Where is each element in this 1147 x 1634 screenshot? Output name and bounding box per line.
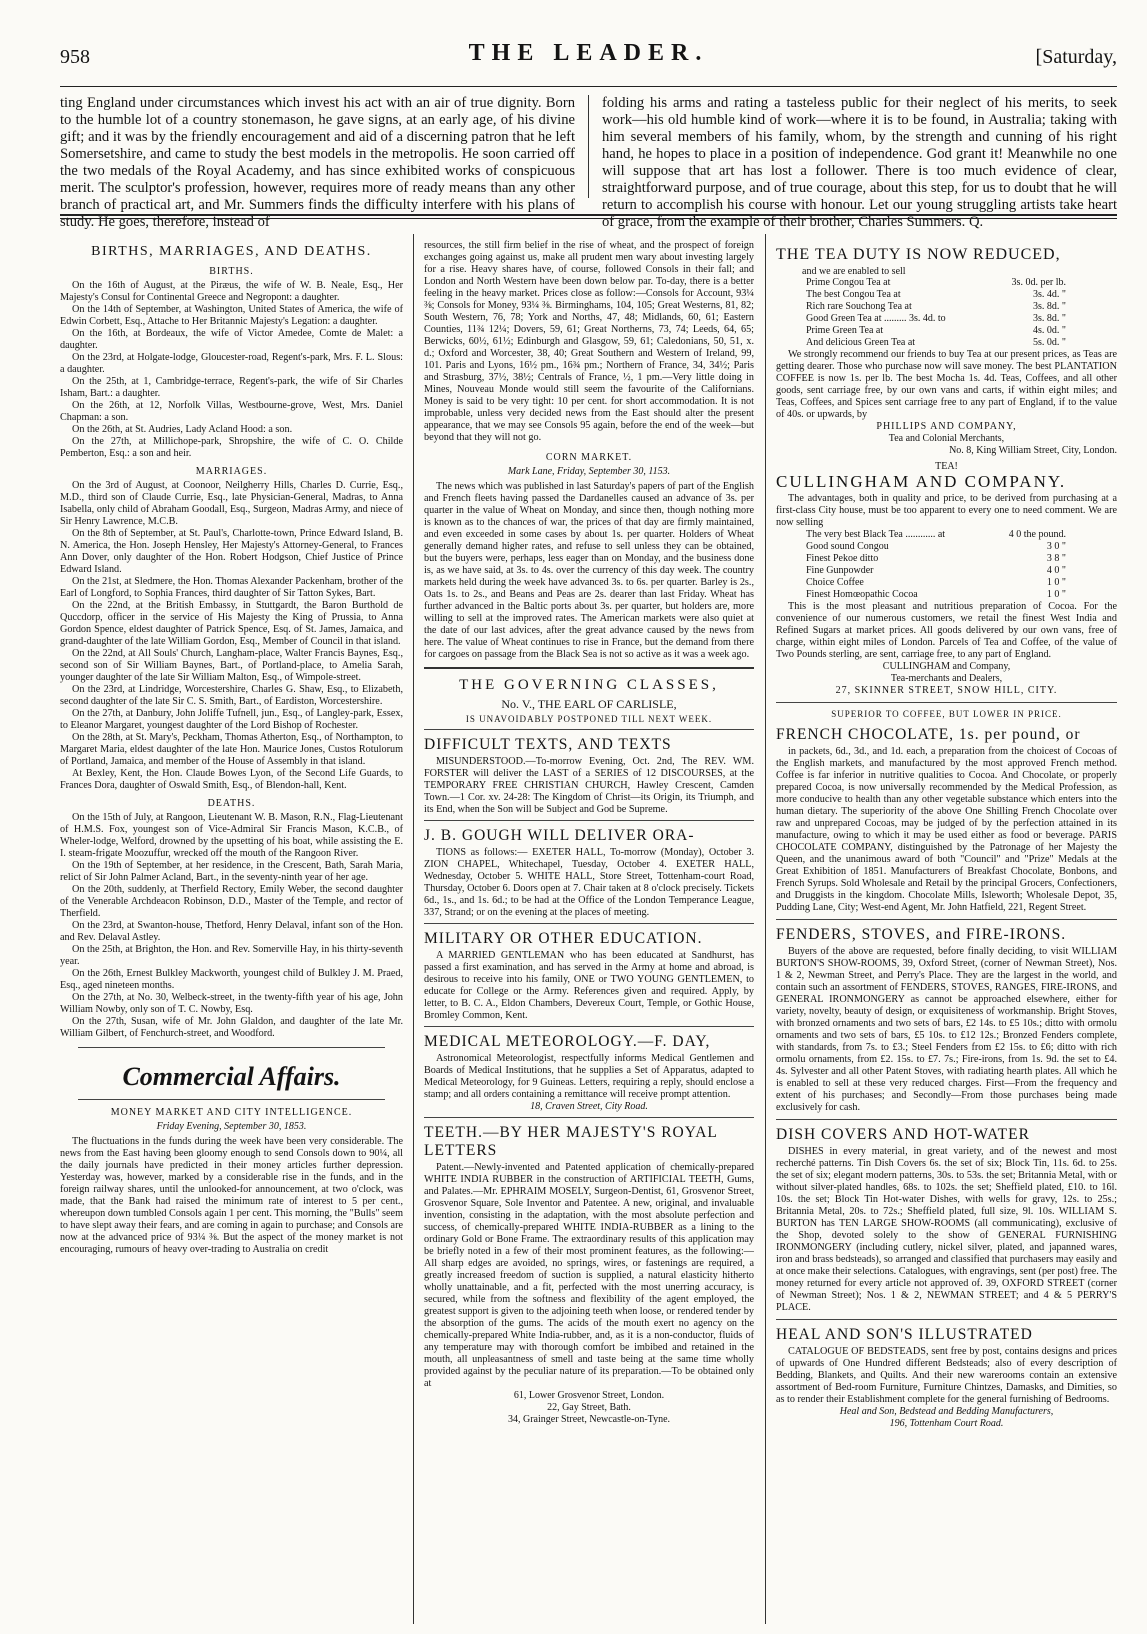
separator — [424, 820, 754, 821]
separator — [776, 702, 1117, 703]
birth-notice: On the 26th, at 12, Norfolk Villas, Westbourne-grove, West, Mrs. Daniel Chapman: a son. — [60, 400, 403, 423]
section-rule-thin — [60, 218, 1117, 219]
marriage-notice: On the 23rd, at Lindridge, Worcestershire, Charles G. Shaw, Esq., to Elizabeth, second daughter of the late Sir C. S. Smith, Bart., of Eardiston, Worcestershire. — [60, 684, 403, 707]
commercial-affairs-title: Commercial Affairs. — [122, 1062, 341, 1091]
money-market-date: Friday Evening, September 30, 1853. — [156, 1121, 307, 1132]
ad-gough-text: TIONS as follows:— EXETER HALL, To-morrow (Monday), October 3. ZION CHAPEL, Whitechapel, Tuesday, October 4. EXETER HALL, Wednesday, October 5. WHITE HALL, Store Street, Tottenham-court Road, Thursday, October 6. Doors open at 7. Chair taken at 8 o'clock precisely. Tickets 6d., 1s., and 1s. 6d.; to be had at the Office of the London Temperance League, 337, Strand; or on the evening at the places of meeting. — [424, 847, 754, 918]
death-notice: On the 19th of September, at her residence, in the Crescent, Bath, Sarah Maria, relict of Sir John Palmer Acland, Bart., in the seventy-ninth year of her age. — [60, 860, 403, 883]
marriage-notice: On the 28th, at St. Mary's, Peckham, Thomas Atherton, Esq., of Northampton, to Margaret Maria, eldest daughter of the late Hon. Maurice Jones, Custos Rotulorum of Portland, Jamaica, and member of the House of Assembly in that island. — [60, 732, 403, 767]
price-row — [806, 313, 1066, 325]
price-item: Finest Pekoe ditto — [806, 553, 879, 564]
price-row — [806, 301, 1066, 313]
price-item: Good Green Tea at ......... 3s. 4d. to — [806, 313, 946, 324]
separator — [424, 923, 754, 924]
intro-divider — [588, 95, 589, 198]
ad-tea-duty-heading: THE TEA DUTY IS NOW REDUCED, — [776, 246, 1061, 263]
governing-classes-subtitle: No. V., THE EARL OF CARLISLE, — [501, 697, 677, 711]
money-market-text: The fluctuations in the funds during the week have been very considerable. The news from the East having been gloomy enough to send Consols down to 90¼, all the daily journals have predicted in their money articles further depression. Yesterday was, however, marked by a considerable rise in the funds, and in the foreign railway shares, until the unlooked-for announcement, at two o'clock, was made, that the Bank had raised the minimum rate of interest to 5 per cent., whereupon down tumbled Consols again 1 per cent. This morning, the "Bulls" seem to have slept away their fears, and are coming in again to purchase; and Consols are now at the advanced price of 93¼ ⅜. But the aspect of the money market is not encouraging, rumours of heavy over-trading to Australia on credit — [60, 1136, 403, 1255]
price-item: The best Congou Tea at — [806, 289, 901, 300]
ad-tea-duty-signature: PHILLIPS AND COMPANY, — [876, 421, 1017, 432]
ad-cullingham-heading: CULLINGHAM AND COMPANY. — [776, 472, 1067, 491]
price-row — [806, 577, 1066, 589]
price-item: Good sound Congou — [806, 541, 889, 552]
birth-notice: On the 23rd, at Holgate-lodge, Gloucester-road, Regent's-park, Mrs. F. L. Slous: a daughter. — [60, 352, 403, 375]
death-notice: On the 25th, at Brighton, the Hon. and Rev. Somerville Hay, in his thirty-seventh year. — [60, 944, 403, 967]
deaths-heading: DEATHS. — [207, 798, 256, 809]
price-value: 3 0 " — [1046, 541, 1066, 552]
governing-classes-note: IS UNAVOIDABLY POSTPONED TILL NEXT WEEK. — [465, 714, 713, 724]
ad-cullingham-text: The advantages, both in quality and price, to be derived from purchasing at a first-class City house, must be too apparent to every one to need comment. We are now selling — [776, 493, 1117, 528]
price-row — [806, 565, 1066, 577]
ad-difficult-texts-text: MISUNDERSTOOD.—To-morrow Evening, Oct. 2nd, The REV. WM. FORSTER will deliver the LAST of a SERIES of 12 DISCOURSES, at the TEMPORARY FREE CHRISTIAN CHURCH, Hawley Crescent, Camden Town.—1 Cor. xv. 24-28: The Kingdom of Christ—its Origin, its Triumph, and its End, when the Son will be Subject and God be Supreme. — [424, 756, 754, 815]
separator — [424, 729, 754, 730]
ad-difficult-texts-heading: DIFFICULT TEXTS, AND TEXTS — [424, 736, 672, 753]
marriage-notice: On the 22nd, at the British Embassy, in Stuttgardt, the Baron Burthold de Quccdorp, officer in the service of His Majesty the King of Prussia, to Anna Gordon Spence, eldest daughter of Patrick Spence, Esq. of St. James, Jamaica, and grand-daughter of the late William Gordon, Esq., Member of Council in that island. — [60, 600, 403, 647]
ad-cullingham-tag: TEA! — [935, 461, 958, 472]
ad-gough-heading: J. B. GOUGH WILL DELIVER ORA- — [424, 827, 695, 844]
price-item: And delicious Green Tea at — [806, 337, 916, 348]
intro-right-column: folding his arms and rating a tasteless public for their neglect of his merits, to seek work—his old humble kind of work—where it is to be found, in Australia; taking with him several members of his family, whom, by the strength and cunning of his right hand, he hopes to place in a position of independence. God grant it! Meanwhile no one will suppose that art has lost a follower. There is too much evidence of clear, straightforward purpose, and of true courage, about this step, for us to doubt that he will return to accomplish his course with honour. Let our young struggling artists take heart of grace, from the example of their brother, Charles Summers. Q. — [602, 95, 1117, 230]
separator — [78, 1047, 385, 1048]
marriage-notice: On the 21st, at Sledmere, the Hon. Thomas Alexander Packenham, brother of the Earl of Longford, to Sophia Frances, third daughter of Sir Tatton Sykes, Bart. — [60, 576, 403, 599]
column-divider-1 — [413, 234, 414, 1624]
ad-chocolate-tag: SUPERIOR TO COFFEE, BUT LOWER IN PRICE. — [831, 709, 1062, 719]
price-value: 4 0 " — [1046, 565, 1066, 576]
money-market-heading: MONEY MARKET AND CITY INTELLIGENCE. — [110, 1107, 353, 1118]
price-row — [806, 529, 1066, 541]
price-row — [806, 589, 1066, 601]
masthead: THE LEADER. — [468, 40, 709, 66]
governing-classes-title: THE GOVERNING CLASSES, — [459, 677, 719, 693]
price-value: 3s. 0d. per lb. — [1011, 277, 1066, 288]
marriage-notice: At Bexley, Kent, the Hon. Claude Bowes Lyon, of the Second Life Guards, to Frances Dora, daughter of Oswald Smith, Esq., of Blendon-hall, Kent. — [60, 768, 403, 791]
ad-chocolate-heading: FRENCH CHOCOLATE, 1s. per pound, or — [776, 726, 1081, 743]
price-item: Rich rare Souchong Tea at — [806, 301, 912, 312]
separator — [776, 1119, 1117, 1120]
ad-teeth-address: 61, Lower Grosvenor Street, London. — [513, 1390, 665, 1401]
price-item: Prime Green Tea at — [806, 325, 884, 336]
birth-notice: On the 26th, at St. Audries, Lady Acland Hood: a son. — [72, 424, 293, 435]
ad-tea-duty-subheading: and we are enabled to sell — [802, 266, 906, 277]
price-value: 1 0 " — [1046, 577, 1066, 588]
death-notice: On the 20th, suddenly, at Therfield Rectory, Emily Weber, the second daughter of the Venerable Archdeacon Robinson, D.D., Master of the Temple, and rector of Therfield. — [60, 884, 403, 919]
intro-left-column: ting England under circumstances which invest his act with an air of true dignity. Born to the humble lot of a country stonemason, he gave signs, at an early age, of his divine gift; and it was by the friendly encouragement and aid of a discerning patron that he left Somersetshire, and came to study the best models in the metropolis. He soon carried off the two medals of the Royal Academy, and has since exhibited works of conspicuous merit. The sculptor's profession, however, requires more of ready means than any other branch of practical art, and Mr. Summers finds the difficulty interfere with his plans of study. He goes, therefore, instead of — [60, 95, 575, 230]
money-market-continued: resources, the still firm belief in the rise of wheat, and the prospect of foreign exchanges going against us, make all prudent men wary about investing largely for a rise. Heavy shares have, of course, followed Consols in their fall; and London and North Western have been down below par. To-day, there is a better feeling in the heavy market. Prices close as follow:—Consols for Account, 93¼ ⅜; Consols for Money, 93¼ ⅜. Birminghams, 104, 105; Great Westerns, 81, 82; South Western, 76, 78; York and Norths, 47, 48; Midlands, 60, 61; Eastern Counties, 11¾ 12¼; Dovers, 59, 61; Great Northerns, 73, 74; Leeds, 64, 65; Berwicks, 60½, 61½; Edinburgh and Glasgow, 59, 61; Caledonians, 50, 51, x. d.; Oxford and Worcester, 38, 40; Great Southern and Western of Ireland, 99, 101. Paris and Lyons, 16½ pm., 16¾ pm.; Northern of France, 34, 34½; Paris and Strasburg, 37½, 38½; Centrals of France, ½, 1 pm.—Very little doing in Mines, Nouveau Monde would still seem the favourite of the Californians. Money is said to be very tight: 10 per cent. for short accommodation. It is not improbable, unless very decided news from the East should alter the present appearance, that we may see Consols 95 again, before the end of the week—but beyond that they will not go. — [424, 240, 754, 443]
ad-dish-covers-text: DISHES in every material, in great variety, and of the newest and most recherché patterns. Tin Dish Covers 6s. the set of six; Block Tin, 11s. 6d. to 25s. the set of six; elegant modern patterns, 30s. to 53s. the set; Britannia Metal, with or without silver-plated handles, 68s. to 102s. the set; Sheffield plated, £10. to 16l. 10s. the set; Block Tin Hot-water Dishes, with wells for gravy, 12s. to 25s.; Britannia Metal, 20s. to 72s.; Sheffield plated, full size, 9l. 10s. WILLIAM S. BURTON has TEN LARGE SHOW-ROOMS (all communicating), exclusive of the Shop, devoted solely to the show of GENERAL FURNISHING IRONMONGERY (including cutlery, nickel silver, plated, and japanned wares, iron and brass bedsteads), so arranged and classified that purchasers may easily and at once make their selections. Catalogues, with engravings, sent (per post) free. The money returned for every article not approved of. 39, OXFORD STREET (corner of Newman Street); Nos. 1 & 2, NEWMAN STREET; and 4 & 5 PERRY'S PLACE. — [776, 1146, 1117, 1313]
ad-heal-address: 196, Tottenham Court Road. — [889, 1418, 1004, 1429]
price-row — [806, 325, 1066, 337]
price-row — [806, 277, 1066, 289]
separator — [424, 1026, 754, 1027]
price-row — [806, 337, 1066, 349]
price-row — [806, 541, 1066, 553]
ad-meteorology-address: 18, Craven Street, City Road. — [530, 1101, 648, 1112]
ad-heal-signature: Heal and Son, Bedstead and Bedding Manufacturers, — [839, 1406, 1054, 1417]
price-row — [806, 553, 1066, 565]
price-value: 1 0 " — [1046, 589, 1066, 600]
ad-chocolate-text: in packets, 6d., 3d., and 1d. each, a preparation from the choicest of Cocoas of the English markets, and manufactured by the most approved French method. Coffee is far inferior in nutritive qualities to Cocoa. And Chocolate, or properly prepared Cocoa, is now universally recommended by the Medical Profession, as more conducive to health than any other vegetable substance which enters into the human dietary. The superiority of the above One Shilling French Chocolate over raw and unprepared Cocoas, may be judged of by the perfection attained in its manufacture, owing to which it may be used either as food or beverage. PARIS CHOCOLATE COMPANY, distinguished by the Patronage of her Majesty the Queen, and the unanimous award of both "Council" and "Prize" Medals at the Great Exhibition of 1851. Manufacturers of Breakfast Chocolate, Bonbons, and French Syrups. Sold Wholesale and Retail by the principal Grocers, Confectioners, and Druggists in the kingdom. Chocolate Mills, Isleworth; Wholesale Depot, 35, Pudding Lane, City; West-end Agent, Mr. John Hatfield, 221, Regent Street. — [776, 746, 1117, 913]
marriage-notice: On the 22nd, at All Souls' Church, Langham-place, Walter Francis Baynes, Esq., second son of Sir William Baynes, Bart., of Portland-place, to Amelia Sarah, younger daughter of the late Sir William Malton, Esq., of Wimpole-street. — [60, 648, 403, 683]
page-number: 958 — [60, 46, 90, 68]
ad-education-heading: MILITARY OR OTHER EDUCATION. — [424, 930, 703, 947]
page-header — [60, 40, 1117, 76]
ad-cullingham-address: 27, SKINNER STREET, SNOW HILL, CITY. — [835, 685, 1058, 696]
marriage-notice: On the 27th, at Danbury, John Joliffe Tufnell, jun., Esq., of Langley-park, Essex, to Eleanor Margaret, youngest daughter of the Lord Bishop of Rochester. — [60, 708, 403, 731]
corn-market-date: Mark Lane, Friday, September 30, 1153. — [507, 466, 671, 477]
price-value: 4 0 the pound. — [1008, 529, 1066, 540]
birth-notice: On the 14th of September, at Washington, United States of America, the wife of Edwin Corbett, Esq., Attache to Her Britannic Majesty's Legation: a daughter. — [60, 304, 403, 327]
ad-fenders-heading: FENDERS, STOVES, and FIRE-IRONS. — [776, 926, 1067, 943]
price-value: 3s. 4d. " — [1033, 289, 1066, 300]
marriages-heading: MARRIAGES. — [195, 466, 268, 477]
birth-notice: On the 27th, at Millichope-park, Shropshire, the wife of C. O. Childe Pemberton, Esq.: a son and heir. — [60, 436, 403, 459]
separator — [776, 1319, 1117, 1320]
death-notice: On the 26th, Ernest Bulkley Mackworth, youngest child of Bulkley J. M. Praed, Esq., aged nineteen months. — [60, 968, 403, 991]
separator — [776, 919, 1117, 920]
issue-day: [Saturday, — [1035, 46, 1117, 68]
ad-teeth-text: Patent.—Newly-invented and Patented application of chemically-prepared WHITE INDIA RUBBER in the construction of ARTIFICIAL TEETH, Gums, and Palates.—Mr. EPHRAIM MOSELY, Surgeon-Dentist, 61, Grosvenor Street, Grosvenor Square, Sole Inventor and Patentee. A new, original, and invaluable invention, consisting in the adaptation, with the most absolute perfection and success, of chemically-prepared WHITE INDIA-RUBBER as a lining to the ordinary Gold or Bone Frame. The extraordinary results of this application may be briefly noted in a few of their most prominent features, as the following:—All sharp edges are avoided, no springs, wires, or fastenings are required, a greatly increased freedom of suction is supplied, a natural elasticity hitherto wholly unattainable, and a fit, perfected with the most unerring accuracy, is secured, while from the softness and flexibility of the agent employed, the greatest support is given to the adjoining teeth when loose, or rendered tender by the absorption of the gums. The acids of the mouth exert no agency on the chemically-prepared White India-rubber, and, as it is a non-conductor, fluids of any temperature may with thorough comfort be imbibed and retained in the mouth, all unpleasantness of smell and taste being at the same time wholly provided against by the peculiar nature of its preparation.—To be obtained only at — [424, 1162, 754, 1389]
separator — [424, 667, 754, 669]
ad-tea-duty-address: No. 8, King William Street, City, London. — [949, 445, 1117, 456]
ad-tea-duty-text: We strongly recommend our friends to buy Tea at our present prices, as Teas are getting dearer. Those who purchase now will save money. The best PLANTATION COFFEE is now 1s. per lb. The best Mocha 1s. 4d. Teas, Coffees, and all other goods, sent carriage free, by our own vans and carts, if within eight miles; and Teas, Coffees, and Spices sent carriage free to any part of England, if to the value of 40s. or upwards, by — [776, 349, 1117, 420]
price-value: 3s. 8d. " — [1033, 313, 1066, 324]
ad-dish-covers-heading: DISH COVERS AND HOT-WATER — [776, 1126, 1030, 1143]
section-rule — [60, 214, 1117, 216]
price-item: Choice Coffee — [806, 577, 864, 588]
ad-fenders-text: Buyers of the above are requested, before finally deciding, to visit WILLIAM BURTON'S SHOW-ROOMS, 39, Oxford Street, (corner of Newman Street), Nos. 1 & 2, Newman Street, and Perry's Place. They are the largest in the world, and contain such an assortment of FENDERS, STOVES, RANGES, FIRE-IRONS, and GENERAL IRONMONGERY as cannot be approached elsewhere, either for variety, novelty, beauty of design, or exquisiteness of workmanship. Bright Stoves, with bronzed ornaments and two sets of bars, £2 14s. to £5 10s.; ditto with ormolu ornaments and two sets of bars, £5 10s. to £12 12s.; Bronzed Fenders complete, with standards, from 7s. to £3.; Steel Fenders from £2 15s. to £6; ditto with rich ormolu ornaments, from £2. 15s. to £7. 7s.; Fire-irons, from 1s. 9d. the set to £4. 4s. Sylvester and all other Patent Stoves, with radiating hearth plates. All which he is enabled to sell at these very reduced charges. First—From the frequency and extent of his purchases; and Secondly—From those purchases being made exclusively for cash. — [776, 946, 1117, 1113]
ad-cullingham-signature: CULLINGHAM and Company, — [882, 661, 1011, 672]
column-advertisements — [776, 240, 1117, 1630]
intro-article — [60, 95, 1117, 230]
ad-cullingham-signature-line: Tea-merchants and Dealers, — [890, 673, 1003, 684]
column-births-marriages-deaths — [60, 240, 403, 1630]
ad-teeth-heading: TEETH.—BY HER MAJESTY'S ROYAL LETTERS — [424, 1124, 718, 1159]
header-rule — [60, 86, 1117, 87]
ad-cullingham-text-2: This is the most pleasant and nutritious preparation of Cocoa. For the convenience of our numerous customers, we retail the finest West India and Refined Sugars at market prices. All goods delivered by our own vans, free of charge, within eight miles of London. Parcels of Tea and Coffee, of the value of Two Pounds sterling, are sent, carriage free, to any part of England. — [776, 601, 1117, 660]
price-item: The very best Black Tea ............ at — [806, 529, 946, 540]
price-item: Finest Homœopathic Cocoa — [806, 589, 918, 600]
corn-market-text: The news which was published in last Saturday's papers of part of the English and French fleets having passed the Dardanelles caused an advance of 3s. per quarter in the value of Wheat on Monday, and since then, though nothing more is known as to the chances of war, the prices of that day are firmly maintained, and even exceeded in some cases by about 1s. per quarter. Holders of Wheat generally demand higher rates, and refuse to sell unless they can be obtained, but the buyers were, perhaps, less eager than on Monday, and the business done is, as we have said, at 3s. to 4s. over the currency of this day week. The country markets held during the week have advanced 3s. to 6s. per quarter. Barley is 2s., Oats 1s. to 2s., and Beans and Peas are 2s. dearer than last Friday. Wheat has further advanced in the Baltic ports about 3s. per quarter, but holders are, more willing to sell at the improved rates. The American markets were also quiet at the date of our last advices, after the great advance caused by the news from here. The value of Wheat continues to rise in France, but the demand from there for cargoes on passage from the Black Sea is not so active as it was a week ago. — [424, 481, 754, 660]
birth-notice: On the 16th, at Bordeaux, the wife of Victor Amedee, Comte de Malet: a daughter. — [60, 328, 403, 351]
death-notice: On the 27th, at No. 30, Welbeck-street, in the twenty-fifth year of his age, John William Nowby, only son of T. C. Nowby, Esq. — [60, 992, 403, 1015]
column-market-and-ads — [424, 240, 754, 1630]
column-divider-2 — [765, 234, 766, 1624]
death-notice: On the 27th, Susan, wife of Mr. John Glaldon, and daughter of the late Mr. William Gilbert, of Fenchurch-street, and Woodford. — [60, 1016, 403, 1039]
births-heading: BIRTHS. — [209, 266, 254, 277]
price-value: 4s. 0d. " — [1033, 325, 1066, 336]
price-value: 5s. 0d. " — [1033, 337, 1066, 348]
birth-notice: On the 16th of August, at the Piræus, the wife of W. B. Neale, Esq., Her Majesty's Consul for Continental Greece and Negropont: a daughter. — [60, 280, 403, 303]
birth-notice: On the 25th, at 1, Cambridge-terrace, Regent's-park, the wife of Sir Charles Isham, Bart.: a daughter. — [60, 376, 403, 399]
ad-meteorology-text: Astronomical Meteorologist, respectfully informs Medical Gentlemen and Boards of Medical Institutions, that he supplies a Set of Apparatus, adapted to Medical Meteorology, for 9 Guineas. Letters, requiring a reply, should enclose a stamp; and all orders containing a remittance will receive prompt attention. — [424, 1053, 754, 1100]
ad-teeth-address: 34, Grainger Street, Newcastle-on-Tyne. — [507, 1414, 671, 1425]
price-row — [806, 289, 1066, 301]
separator — [78, 1099, 385, 1100]
marriage-notice: On the 3rd of August, at Coonoor, Neilgherry Hills, Charles D. Currie, Esq., M.D., third son of Claude Currie, Esq., late Physician-General, Madras, to Anna Isabella, only child of Abraham Goodall, Esq., Surgeon, Madras Army, and niece of Sir Henry Lawrence, M.C.B. — [60, 480, 403, 527]
price-item: Prime Congou Tea at — [806, 277, 891, 288]
ad-education-text: A MARRIED GENTLEMAN who has been educated at Sandhurst, has passed a first examination, and has served in the Army at home and abroad, is desirous to receive into his family, ONE or TWO YOUNG GENTLEMEN, to educate for College or the Army. References given and required. Apply, by letter, to B. C. A., Eldon Chambers, Devereux Court, Temple, or Gothic House, Bromley Common, Kent. — [424, 950, 754, 1021]
death-notice: On the 23rd, at Swanton-house, Thetford, Henry Delaval, infant son of the Hon. and Rev. Delaval Astley. — [60, 920, 403, 943]
corn-market-heading: CORN MARKET. — [545, 452, 633, 463]
ad-meteorology-heading: MEDICAL METEOROLOGY.—F. DAY, — [424, 1033, 711, 1050]
marriage-notice: On the 8th of September, at St. Paul's, Charlotte-town, Prince Edward Island, B. N. America, the Hon. Joseph Hensley, Her Majesty's Attorney-General, to Frances Ann Dover, only daughter of the Hon. Robert Hodgson, Chief Justice of Prince Edward Island. — [60, 528, 403, 575]
ad-tea-duty-signature-line: Tea and Colonial Merchants, — [888, 433, 1005, 444]
ad-teeth-address: 22, Gay Street, Bath. — [547, 1402, 631, 1413]
price-value: 3s. 8d. " — [1033, 301, 1066, 312]
price-item: Fine Gunpowder — [806, 565, 874, 576]
ad-heal-text: CATALOGUE OF BEDSTEADS, sent free by post, contains designs and prices of upwards of One Hundred different Bedsteads; also of every description of Bedding, Blankets, and Quilts. And their new warerooms contain an extensive assortment of Bed-room Furniture, Furniture Chintzes, Damasks, and Dimities, so as to render their Establishment complete for the general furnishing of Bedrooms. — [776, 1346, 1117, 1405]
ad-heal-heading: HEAL AND SON'S ILLUSTRATED — [776, 1326, 1033, 1343]
bmd-title: BIRTHS, MARRIAGES, AND DEATHS. — [91, 244, 372, 259]
price-value: 3 8 " — [1046, 553, 1066, 564]
separator — [424, 1117, 754, 1118]
death-notice: On the 15th of July, at Rangoon, Lieutenant W. B. Mason, R.N., Flag-Lieutenant of H.M.S. Fox, youngest son of Vice-Admiral Sir Francis Mason, K.C.B., of Wheler-lodge, Welford, drowned by the upsetting of his boat, while assisting the E. I. steam-frigate Moozuffur, wrecked off the mouth of the Rangoon River. — [60, 812, 403, 859]
